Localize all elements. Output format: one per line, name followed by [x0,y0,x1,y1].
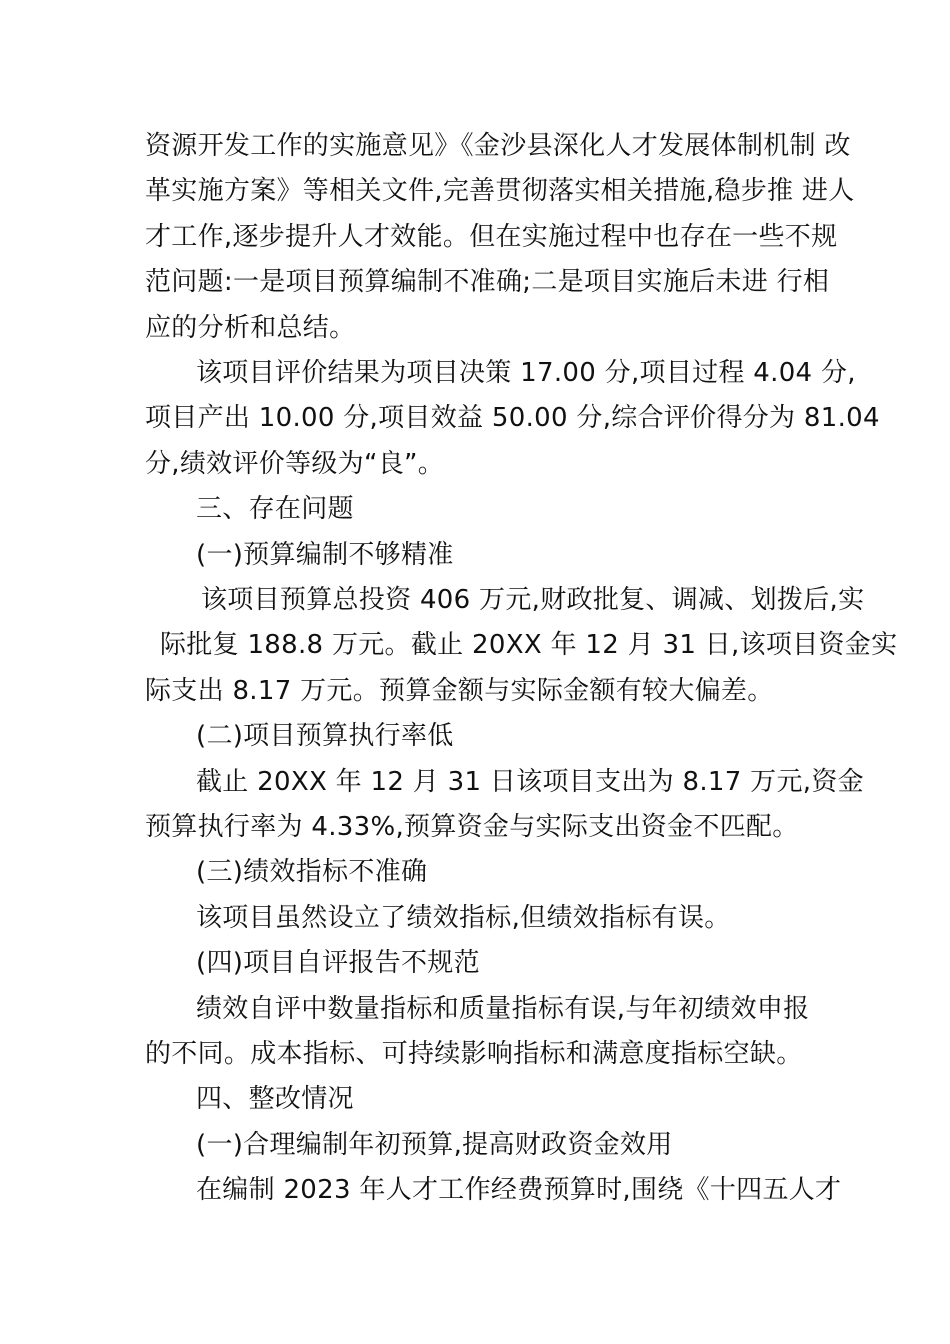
paragraph-line: 范问题:一是项目预算编制不准确;二是项目实施后未进 行相 [145,267,830,297]
paragraph-line: 该项目虽然设立了绩效指标,但绩效指标有误。 [196,903,731,933]
paragraph-line: 在编制 2023 年人才工作经费预算时,围绕《十四五人才 [196,1175,842,1205]
subsection-heading: (一)预算编制不够精准 [196,540,454,570]
paragraph-line: 绩效自评中数量指标和质量指标有误,与年初绩效申报 [196,994,810,1024]
paragraph-line: 截止 20XX 年 12 月 31 日该项目支出为 8.17 万元,资金 [196,767,864,797]
paragraph-line: 际支出 8.17 万元。预算金额与实际金额有较大偏差。 [145,676,774,706]
subsection-heading: (四)项目自评报告不规范 [196,948,480,978]
paragraph-line: 应的分析和总结。 [145,313,356,343]
paragraph-line: 革实施方案》等相关文件,完善贯彻落实相关措施,稳步推 进人 [145,176,855,206]
subsection-heading: (一)合理编制年初预算,提高财政资金效用 [196,1130,673,1160]
subsection-heading: (三)绩效指标不准确 [196,857,428,887]
paragraph-line: 的不同。成本指标、可持续影响指标和满意度指标空缺。 [145,1039,803,1069]
paragraph-line: 该项目预算总投资 406 万元,财政批复、调减、划拨后,实 [201,585,865,615]
paragraph-line: 该项目评价结果为项目决策 17.00 分,项目过程 4.04 分, [196,358,856,388]
paragraph-line: 分,绩效评价等级为“良”。 [145,449,445,479]
paragraph-line: 资源开发工作的实施意见》《金沙县深化人才发展体制机制 改 [145,131,851,161]
paragraph-line: 才工作,逐步提升人才效能。但在实施过程中也存在一些不规 [145,222,838,252]
paragraph-line: 际批复 188.8 万元。截止 20XX 年 12 月 31 日,该项目资金实 [160,630,898,660]
paragraph-line: 项目产出 10.00 分,项目效益 50.00 分,综合评价得分为 81.04 [145,403,880,433]
section-heading: 四、整改情况 [196,1084,354,1114]
section-heading: 三、存在问题 [196,494,354,524]
subsection-heading: (二)项目预算执行率低 [196,721,454,751]
paragraph-line: 预算执行率为 4.33%,预算资金与实际支出资金不匹配。 [145,812,799,842]
